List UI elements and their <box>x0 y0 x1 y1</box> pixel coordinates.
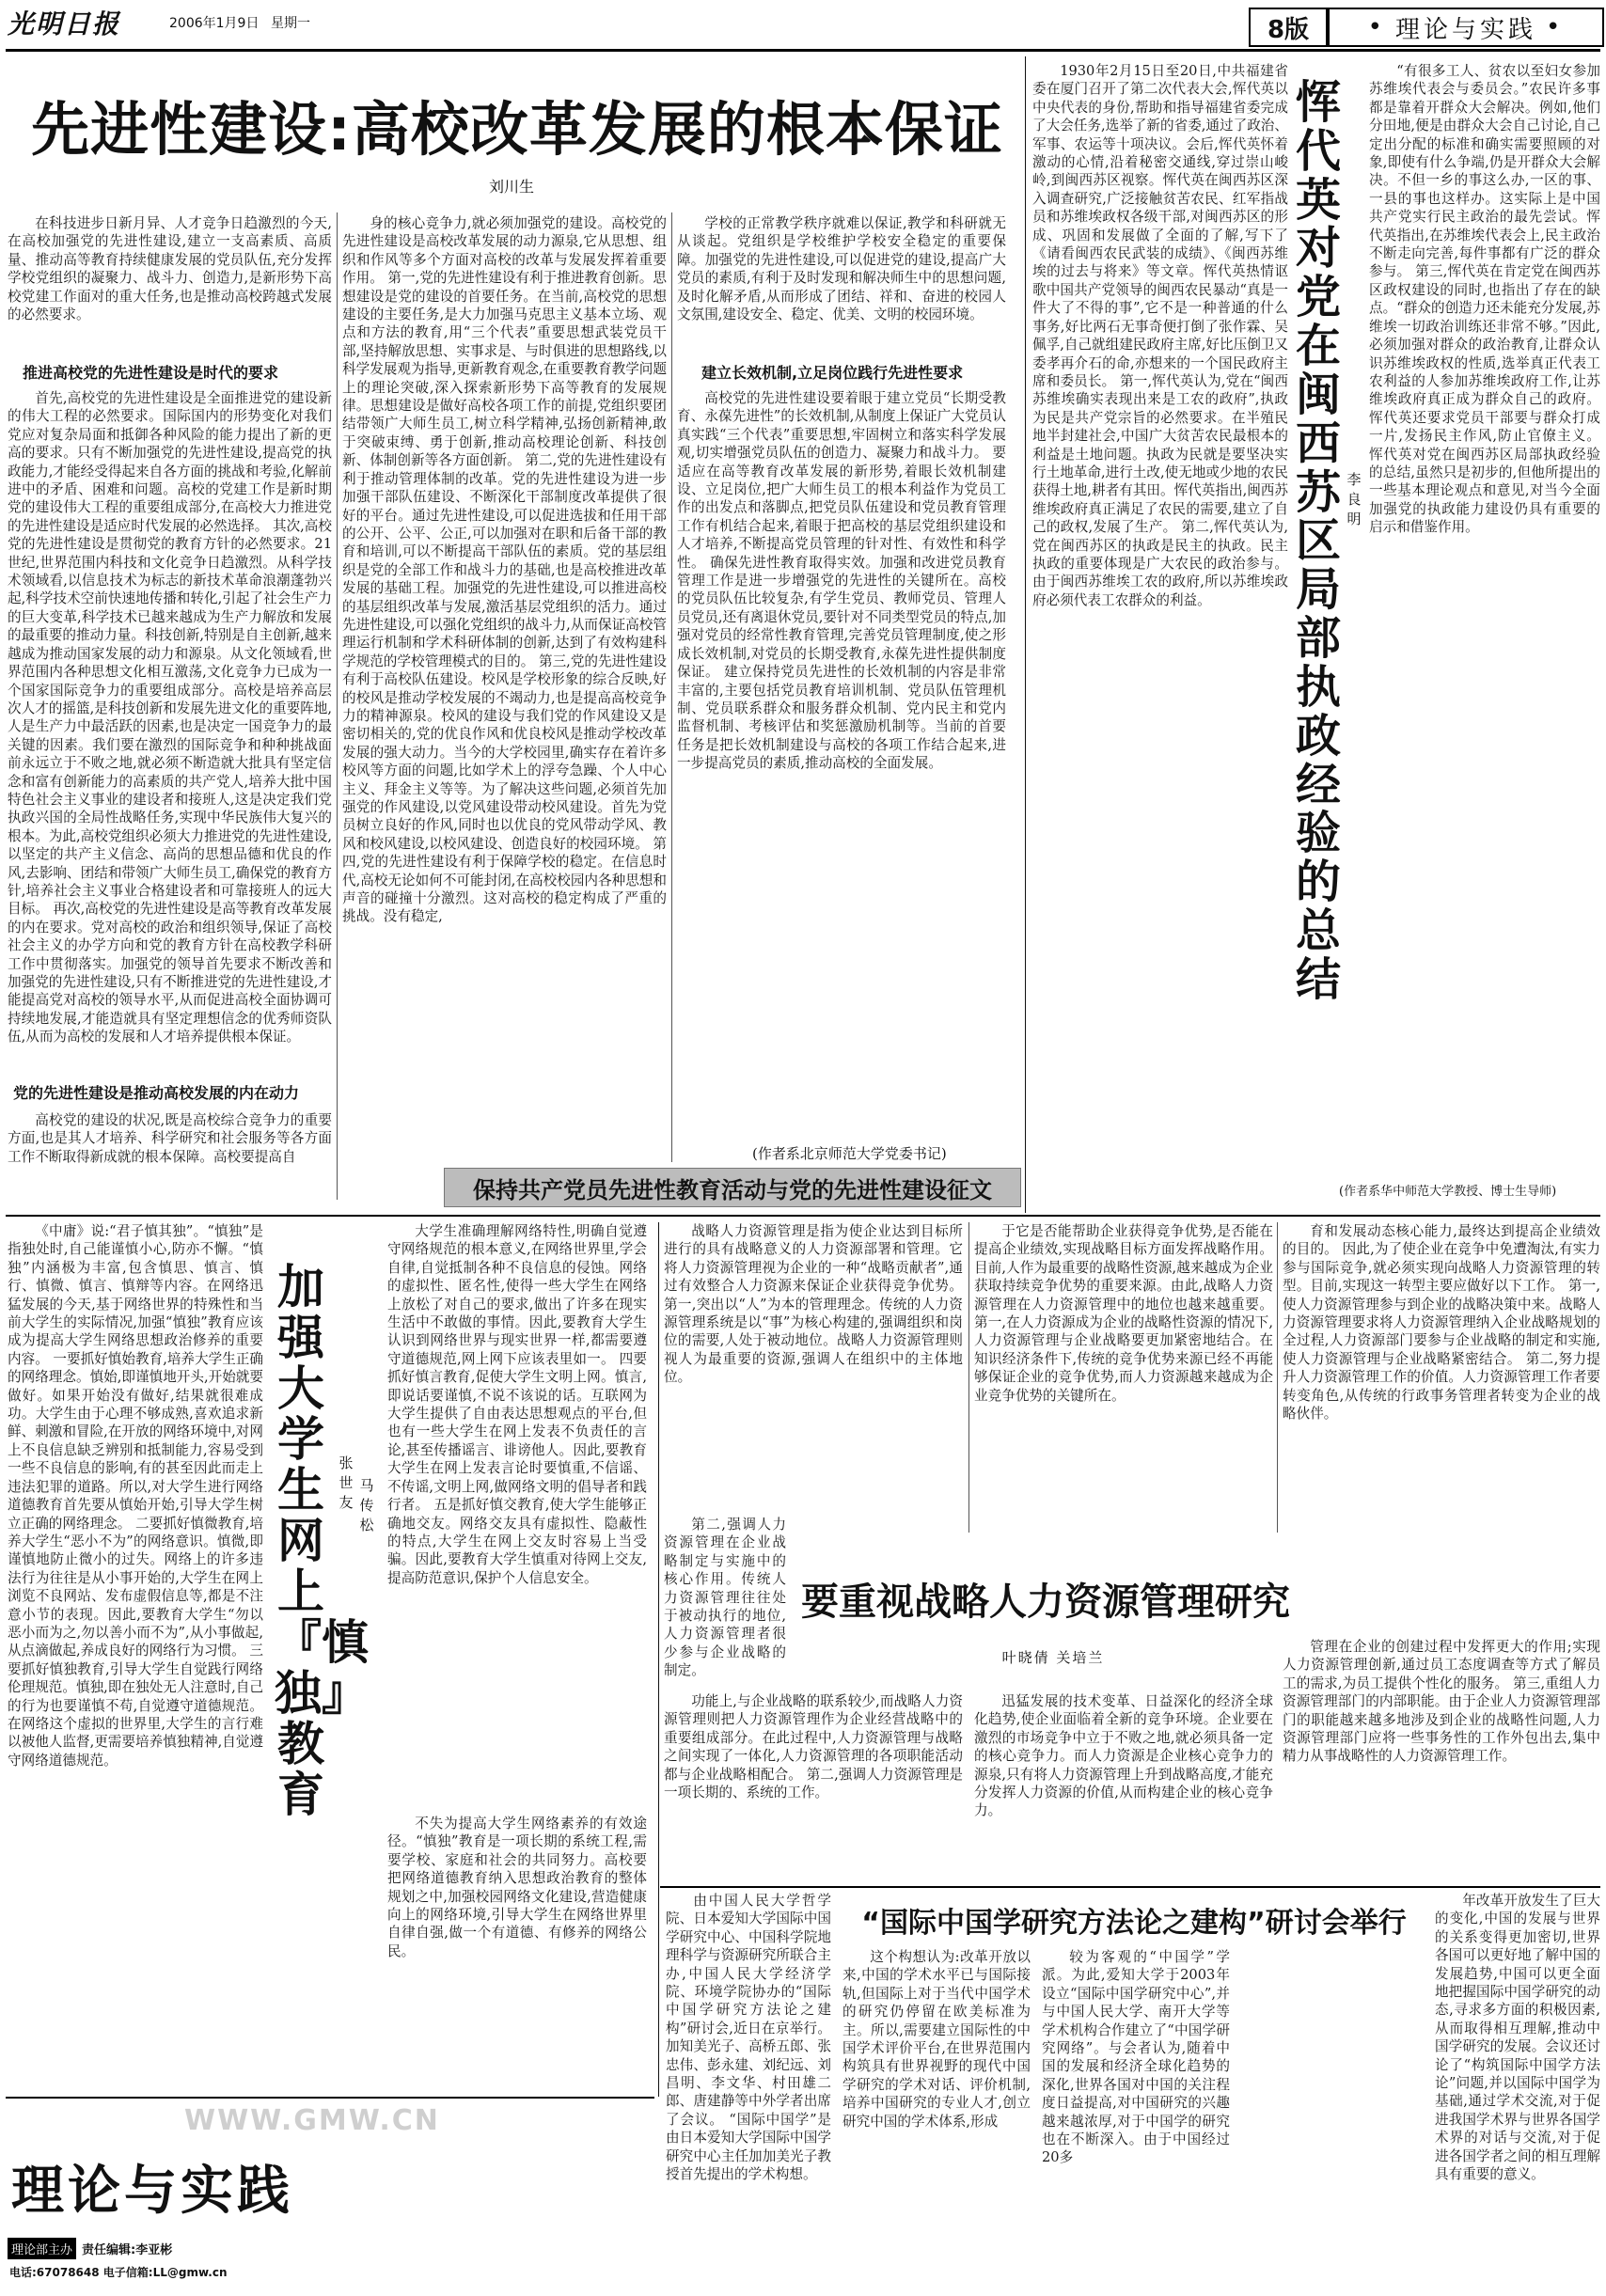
page-number: 8版 <box>1267 15 1310 44</box>
footer-top-rule <box>6 2097 654 2099</box>
masthead-date: 2006年1月9日 <box>169 16 260 31</box>
section-tag <box>1328 8 1604 47</box>
masthead-logo: 光明日报 <box>8 8 121 39</box>
campaign-banner-text: 保持共产党员先进性教育活动与党的先进性建设征文 <box>473 1176 992 1203</box>
article2-col1 <box>1032 62 1288 1209</box>
article3-col1-text: 《中庸》说:“君子慎其独”。“慎独”是指独处时,自己能谨慎小心,防亦不懈。“慎独”内涵极为丰富,包含慎思、慎言、慎行、慎微、慎言、慎辩等内容。在网络迅猛发展的今天,基于网络世界的特殊性和当前大学生的实际情况,加强“慎独”教育应该成为提高大学生网络思想政治修养的重要内容。 一要抓好慎始教育,培养大学生正确的网络理念。慎始,即谨慎地开头,开始就要做好。如果开始没有做好,结果就很难成功。大学生由于心理不够成熟,喜欢追求新鲜、刺激和冒险,在开放的网络环境中,对网上不良信息缺乏辨别和抵制能力,容易受到一些不良信息的影响,有的甚至因此而走上违法犯罪的道路。所以,对大学生进行网络道德教育首先要从慎始开始,引导大学生树立正确的网络理念。 二要抓好慎微教育,培养大学生“恶小不为”的网络意识。慎微,即谨慎地防止微小的过失。网络上的许多违法行为往往是从小事开始的,大学生在网上浏览不良网站、发布虚假信息等,都是不注意小节的表现。因此,要教育大学生“勿以恶小而为之,勿以善小而不为”,从小事做起,从点滴做起,养成良好的网络行为习惯。 三要抓好慎独教育,引导大学生自觉践行网络伦理规范。慎独,即在独处无人注意时,自己的行为也要谨慎不苟,自觉遵守道德规范。在网络这个虚拟的世界里,大学生的言行难以被他人监督,更需要培养慎独精神,自觉遵守网络道德规范。 <box>8 1223 263 1769</box>
section-tag-text: 理论与实践 <box>1394 15 1536 44</box>
article3-headline: 加强大学生网上『慎独』教育 <box>275 1260 369 1822</box>
article4-top-col2 <box>974 1222 1273 1510</box>
article1-col1-lead <box>8 214 332 359</box>
article3-col3-text: 不失为提高大学生网络素养的有效途径。“慎独”教育是一项长期的系统工程,需要学校、家庭和社会的共同努力。高校要把网络道德教育纳入思想政治教育的整体规划之中,加强校园网络文化建设,营造健康向上的网络环境,引导大学生在网络世界里自律自强,做一个有道德、有修养的网络公民。 <box>387 1816 647 1959</box>
article4-headline: 要重视战略人力资源管理研究 <box>801 1580 1290 1624</box>
article1-headline: 先进性建设:高校改革发展的根本保证 <box>31 95 1003 164</box>
article5-col3 <box>1042 1948 1230 2290</box>
article3-author-2: 马传松 <box>359 1477 374 1533</box>
article1-col2-text: 身的核心竞争力,就必须加强党的建设。高校党的先进性建设是高校改革发展的动力源泉,它从思想、组织和作风等多个方面对高校的改革与发展发挥着重要作用。 第一,党的先进性建设有利于推进教育创新。思想建设是党的建设的首要任务。在当前,高校党的思想建设的主要任务,是大力加强马克思主义基本立场、观点和方法的教育,用“三个代表”重要思想武装党员干部,坚持解放思想、实事求是、与时俱进的思想路线,以科学发展观为指导,更新教育观念,在重要教育教学问题上的理论突破,深入探索新形势下高等教育的发展规律。思想建设是做好高校各项工作的前提,党组织要团结带领广大师生员工,树立科学精神,弘扬创新精神,敢于突破束缚、勇于创新,推动高校理论创新、科技创新、体制创新等各方面创新。 第二,党的先进性建设有利于推动管理体制的改革。党的先进性建设为进一步加强干部队伍建设、不断深化干部制度改革提供了很好的平台。通过先进性建设,可以促进选拔和任用干部的公开、公平、公正,可以加强对在职和后备干部的教育和培训,可以不断提高干部队伍的素质。党的基层组织是党的全部工作和战斗力的基础,也是高校推进改革发展的基础工程。加强党的先进性建设,可以推进高校的基层组织改革与发展,激活基层党组织的活力。通过先进性建设,可以强化党组织的战斗力,从而保证高校管理运行机制和学术科研体制的创新,达到了有效构建科学规范的学校管理模式的目的。 第三,党的先进性建设有利于高校队伍建设。校风是学校形象的综合反映,好的校风是推动学校发展的不竭动力,也是提高高校竞争力的精神源泉。校风的建设与我们党的作风建设又是密切相关的,党的优良作风和优良校风是推动学校改革发展的强大动力。当今的大学校园里,确实存在着许多校风等方面的问题,比如学术上的浮夸急躁、个人中心主义、拜金主义等等。为了解决这些问题,必须首先加强党的作风建设,以党风建设带动校风建设。首先为党员树立良好的作风,同时也以优良的党风带动学风、教风和校风建设,以校风建设、创造良好的校园环境。 第四,党的先进性建设有利于保障学校的稳定。在信息时代,高校无论如何不可能封闭,在高校校园内各种思想和声音的碰撞十分激烈。这对高校的稳定构成了严重的挑战。没有稳定, <box>342 215 667 925</box>
article5-col3-text: 较为客观的“中国学”学派。为此,爱知大学于2003年设立“国际中国学研究中心”,并与中国人民大学、南开大学等学术机构合作建立了“中国学研究网络”。与会者认为,随着中国的发展和经济全球化趋势的深化,世界各国对中国的关注程度日益提高,对中国研究的兴趣越来越浓厚,对于中国学的研究也在不断深入。由于中国经过20多 <box>1042 1949 1230 2166</box>
footer-section-title: 理论与实践 <box>11 2161 293 2222</box>
article4-divider-1 <box>968 1222 969 1533</box>
footer-contact: 电话:67078648 电子信箱:LL@gmw.cn <box>9 2266 228 2279</box>
article2-col2 <box>1369 62 1600 1172</box>
article4-bottom-col3-text: 管理在企业的创建过程中发挥更大的作用;实现人力资源管理创新,通过员工态度调查等方式了解员工的需求,为员工提供个性化的服务。 第三,重组人力资源管理部门的内部职能。由于企业人力资源管理部门的职能越来越多地涉及到企业的战略性问题,人力资源管理部门应将一些事务性的工作外包出去,集中精力从事战略性的人力资源管理工作。 <box>1283 1639 1600 1765</box>
article4-bottom-col2-text: 迅猛发展的技术变革、日益深化的经济全球化趋势,使企业面临着全新的竞争环境。企业要在激烈的市场竞争中立于不败之地,就必须具备一定的核心竞争力。而人力资源是企业核心竞争力的源泉,只有将人力资源管理上升到战略高度,才能充分发挥人力资源的价值,从而构建企业的核心竞争力。 <box>974 1693 1273 1819</box>
article-divider-right <box>1025 56 1026 1213</box>
article4-top-col3-text: 育和发展动态核心能力,最终达到提高企业绩效的目的。 因此,为了使企业在竞争中免遭淘汰,有实力参与国际竞争,就必须实现向战略人力资源管理的转型。目前,实现这一转型主要应做好以下工作。 第一,使人力资源管理参与到企业的战略决策中来。战略人力资源管理要求将人力资源管理纳入企业战略规划的全过程,人力资源部门要参与企业战略的制定和实施,使人力资源管理与企业战略紧密结合。 第二,努力提升人力资源管理工作的价值。人力资源管理工作者要转变角色,从传统的行政事务管理者转变为企业的战略伙伴。 <box>1283 1223 1600 1423</box>
article1-col3-lead <box>677 214 1006 359</box>
article1-divider-2 <box>671 212 672 1162</box>
article1-col3-body-text: 高校党的先进性建设要着眼于建立党员“长期受教育、永葆先进性”的长效机制,从制度上保证广大党员认真实践“三个代表”重要思想,牢固树立和落实科学发展观,切实增强党员队伍的创造力、凝聚力和战斗力。 要适应在高等教育改革发展的新形势,着眼长效机制建设、立足岗位,把广大师生员工的根本利益作为党员工作的出发点和落脚点,把党员队伍建设和党员教育管理工作有机结合起来,着眼于把高校的基层党组织建设和人才培养,不断提高党员管理的针对性、有效性和科学性。 确保先进性教育取得实效。加强和改进党员教育管理工作是进一步增强党的先进性的关键所在。高校的党员队伍比较复杂,有学生党员、教师党员、管理人员党员,还有离退休党员,要针对不同类型党员的特点,加强对党员的经常性教育管理,完善党员管理制度,使之形成长效机制,对党员的长期受教育,永葆先进性提供制度保证。 建立保持党员先进性的长效机制的内容是非常丰富的,主要包括党员教育培训机制、党员队伍管理机制、党员联系群众和服务群众机制、党内民主和党内监督机制、考核评估和奖惩激励机制等。当前的首要任务是把长效机制建设与高校的各项工作结合起来,进一步提高党员的素质,推动高校的全面发展。 <box>677 390 1006 772</box>
footer-editor-name: 责任编辑:李亚彬 <box>82 2242 173 2257</box>
masthead-rule <box>6 49 1600 52</box>
article4-top-col2-text: 于它是否能帮助企业获得竞争优势,是否能在提高企业绩效,实现战略目标方面发挥战略作用。 目前,人作为最重要的战略性资源,越来越成为企业获取持续竞争优势的重要来源。由此,战略人力资源管理在人力资源管理中的地位也越来越重要。 第一,在人力资源成为企业的战略性资源的情况下,人力资源管理与企业战略要更加紧密地结合。在知识经济条件下,传统的竞争优势来源已经不再能够保证企业的竞争优势,而人力资源越来越成为企业竞争优势的关键所在。 <box>974 1223 1273 1404</box>
article2-author-note: (作者系华中师范大学教授、博士生导师) <box>1339 1185 1557 1199</box>
article4-bottom-rule <box>660 1886 1600 1888</box>
article1-col1-body <box>8 389 332 1077</box>
footer-editor-label: 理论部主办 <box>8 2238 76 2259</box>
article4-bottom-col1-text: 功能上,与企业战略的联系较少,而战略人力资源管理则把人力资源管理作为企业经营战略中的重要组成部分。在此过程中,人力资源管理与战略之间实现了一体化,人力资源管理的各项职能活动都与企业战略相配合。 第二,强调人力资源管理是一项长期的、系统的工作。 <box>664 1693 963 1801</box>
article1-author-note: (作者系北京师范大学党委书记) <box>752 1145 947 1162</box>
article4-authors: 叶晓倩 关培兰 <box>1001 1649 1105 1666</box>
article3-author-1: 张世友 <box>339 1455 354 1511</box>
article5-col1 <box>666 1892 831 2290</box>
article4-bottom-col3 <box>1283 1638 1600 1880</box>
article1-col1-lead-text: 在科技进步日新月异、人才竞争日趋激烈的今天,在高校加强党的先进性建设,建立一支高素质、高质量、推动高等教育持续健康发展的党员队伍,充分发挥学校党组织的凝聚力、战斗力、创造力,是新形势下高校党建工作面对的重大任务,也是推动高校跨越式发展的必然要求。 <box>8 215 332 323</box>
masthead-weekday: 星期一 <box>271 16 310 31</box>
article3-divider <box>658 1222 659 2097</box>
article5-col4 <box>1435 1892 1600 2290</box>
page-number-badge <box>1249 8 1328 47</box>
article1-sub1: 推进高校党的先进性建设是时代的要求 <box>23 364 279 382</box>
article2-headline: 恽代英对党在闽西苏区局部执政经验的总结 <box>1295 76 1341 1006</box>
section-tag-bullet-right: • <box>1546 13 1565 41</box>
article2-col2-text: “有很多工人、贫农以至妇女参加苏维埃代表会与委员会。”农民许多事都是靠着开群众大会解决。例如,他们分田地,便是由群众大会自己讨论,自己定出分配的标准和确实需要照顾的对象,即使有什么争端,仍是开群众大会解决。不但一乡的事这么办,一区的事、一县的事也这样办。这实际上是中国共产党实行民主政治的最先尝试。恽代英指出,在苏维埃代表会上,民主政治不断走向完善,每件事都有广泛的群众参与。 第三,恽代英在肯定党在闽西苏区政权建设的同时,也指出了存在的缺点。“群众的创造力还未能充分发展,苏维埃一切政治训练还非常不够。”因此,必须加强对群众的政治教育,让群众认识苏维埃政权的性质,选举真正代表工农利益的人参加苏维埃政府工作,让苏维埃政府真正成为群众自己的政府。恽代英还要求党员干部要与群众打成一片,发扬民主作风,防止官僚主义。 恽代英对党在闽西苏区局部执政经验的总结,虽然只是初步的,但他所提出的一些基本理论观点和意见,对当今全面加强党的执政能力建设仍具有重要的启示和借鉴作用。 <box>1369 63 1600 536</box>
top-bottom-rule <box>6 1215 1600 1217</box>
article1-col3-body <box>677 389 1006 1132</box>
article5-col4-text: 年改革开放发生了巨大的变化,中国的发展与世界的关系变得更加密切,世界各国可以更好地了解中国的发展趋势,中国可以更全面地把握国际中国学研究的动态,寻求多方面的积极因素,从而取得相互理解,推动中国学研究的发展。会议还讨论了“构筑国际中国学方法论”问题,并以国际中国学为基础,通过学术交流,对于促进我国学术界与世界各国学术界的对话与交流,对于促进各国学者之间的相互理解具有重要的意义。 <box>1435 1893 1600 2183</box>
article2-author: 李良明 <box>1346 471 1362 527</box>
article5-col2 <box>842 1948 1031 2290</box>
article4-sidebar <box>664 1516 786 1683</box>
article4-top-col3 <box>1283 1222 1600 1574</box>
article4-top-col1-text: 战略人力资源管理是指为使企业达到目标所进行的具有战略意义的人力资源部署和管理。它将人力资源管理视为企业的一种“战略贡献者”,通过有效整合人力资源来保证企业获得竞争优势。 第一,突出以“人”为本的管理理念。传统的人力资源管理系统是以“事”为核心构建的,强调组织和岗位的需要,人处于被动地位。战略人力资源管理则视人为最重要的资源,强调人在组织中的主体地位。 <box>664 1223 963 1386</box>
article3-col2 <box>387 1222 647 1811</box>
article4-divider-2 <box>1277 1222 1278 1533</box>
article5-col2-text: 这个构想认为:改革开放以来,中国的学术水平已与国际接轨,但国际上对于当代中国学术的研究仍停留在欧美标准为主。所以,需要建立国际性的中国学术评价平台,在世界范围内构筑具有世界视野的现代中国学研究的学术对话、评价机制,培养中国研究的专业人才,创立研究中国的学术体系,形成 <box>842 1949 1031 2130</box>
article4-bottom-col2 <box>974 1692 1273 1880</box>
article1-col1-body-text: 首先,高校党的先进性建设是全面推进党的建设新的伟大工程的必然要求。国际国内的形势变化对我们党应对复杂局面和抵御各种风险的能力提出了新的更高的要求。只有不断加强党的先进性建设,提高党的执政能力,才能经受得起来自各方面的挑战和考验,化解前进中的矛盾、困难和问题。高校的党建工作是新时期党的建设伟大工程的重要组成部分,在高校大力推进党的先进性建设是适应时代发展的必然选择。 其次,高校党的先进性建设是贯彻党的教育方针的必然要求。21世纪,世界范围内科技和文化竞争日趋激烈。从科学技术领域看,以信息技术为标志的新技术革命浪潮蓬勃兴起,科学技术空前快速地传播和转化,引起了社会生产力的巨大变革,科学技术已越来越成为生产力解放和发展的最重要的推动力量。科技创新,特别是自主创新,越来越成为推动国家发展的动力和源泉。从文化领域看,世界范围内各种思想文化相互激荡,文化竞争力已成为一个国家国际竞争力的重要组成部分。高校是培养高层次人才的摇篮,是科技创新和发展先进文化的重要阵地,人是生产力中最活跃的因素,也是决定一国竞争力的最关键的因素。我们要在激烈的国际竞争和种种挑战面前永远立于不败之地,就必须不断造就大批具有坚定信念和富有创新能力的高素质的共产党人,培养大批中国特色社会主义事业的建设者和接班人,这是决定我们党执政兴国的全局性战略任务,实现中华民族伟大复兴的根本。为此,高校党组织必须大力推进党的先进性建设,以坚定的共产主义信念、高尚的思想品德和优良的作风,去影响、团结和带领广大师生员工,确保党的教育方针,培养社会主义事业合格建设者和可靠接班人的远大目标。 再次,高校党的先进性建设是高等教育改革发展的内在要求。党对高校的政治和组织领导,保证了高校社会主义的办学方向和党的教育方针在高校教学科研工作中贯彻落实。加强党的领导首先要求不断改善和加强党的先进性建设,只有不断推进党的先进性建设,才能提高党对高校的领导水平,从而促进高校全面协调可持续地发展,才能造就具有坚定理想信念的优秀师资队伍,从而为高校的发展和人才培养提供根本保证。 <box>8 390 332 1046</box>
article1-col1-tail <box>8 1111 332 1202</box>
article2-col1-text: 1930年2月15日至20日,中共福建省委在厦门召开了第二次代表大会,恽代英以中央代表的身份,帮助和指导福建省委完成了大会任务,选举了新的省委,通过了政治、军事、农运等十项决议。会后,恽代英怀着激动的心情,沿着秘密交通线,穿过崇山峻岭,到闽西苏区视察。恽代英在闽西苏区深入调查研究,广泛接触贫苦农民、红军指战员和苏维埃政权各级干部,对闽西苏区的形成、巩固和发展做了全面的了解,写下了《请看闽西农民武装的成绩》、《闽西苏维埃的过去与将来》等文章。恽代英热情讴歌中国共产党领导的闽西农民暴动“真是一件大了不得的事”,它不是一种普通的什么事务,好比两石无事奇便打倒了张作霖、吴佩孚,自己就组建民政府主席,好比压倒卫又委孝再介石的命,亦想来的一个国民政府主席和委员长。 第一,恽代英认为,党在“闽西苏维埃确实表现出来是工农的政府”,执政为民是共产党宗旨的必然要求。在半殖民地半封建社会,中国广大贫苦农民最根本的利益是土地问题。执政为民就是要坚决实行土地革命,进行土改,使无地或少地的农民获得土地,耕者有其田。恽代英指出,闽西苏维埃政府真正满足了农民的需要,建立了自己的政权,发展了生产。 第二,恽代英认为,党在闽西苏区的执政是民主的执政。民主执政的重要体现是广大农民的政治参与。由于闽西苏维埃工农的政府,所以苏维埃政府必须代表工农群众的利益。 <box>1032 63 1288 608</box>
article1-author: 刘川生 <box>489 178 535 196</box>
section-tag-bullet-left: • <box>1367 13 1386 41</box>
campaign-banner <box>444 1168 1021 1207</box>
article4-sidebar-text: 第二,强调人力资源管理在企业战略制定与实施中的核心作用。传统人力资源管理往往处于被动执行的地位,人力资源管理者很少参与企业战略的制定。 <box>664 1517 786 1679</box>
article1-col2 <box>342 214 667 1168</box>
footer-site-url: WWW.GMW.CN <box>184 2104 440 2137</box>
article1-sub2: 党的先进性建设是推动高校发展的内在动力 <box>13 1084 300 1102</box>
article4-top-col1 <box>664 1222 963 1510</box>
footer-editor-bar <box>8 2238 233 2258</box>
article5-headline: “国际中国学研究方法论之建构”研讨会举行 <box>861 1907 1407 1940</box>
article1-sub3: 建立长效机制,立足岗位践行先进性要求 <box>701 364 964 382</box>
article1-col1-tail-text: 高校党的建设的状况,既是高校综合竞争力的重要方面,也是其人才培养、科学研究和社会服务等各方面工作不断取得新成就的根本保障。高校要提高自 <box>8 1112 332 1165</box>
article1-divider-1 <box>337 212 338 1200</box>
article3-col2-text: 大学生准确理解网络特性,明确自觉遵守网络规范的根本意义,在网络世界里,学会自律,自觉抵制各种不良信息的侵蚀。网络的虚拟性、匿名性,使得一些大学生在网络上放松了对自己的要求,做出了许多在现实生活中不敢做的事情。因此,要教育大学生认识到网络世界与现实世界一样,都需要遵守道德规范,网上网下应该表里如一。 四要抓好慎言教育,促使大学生文明上网。慎言,即说话要谨慎,不说不该说的话。互联网为大学生提供了自由表达思想观点的平台,但也有一些大学生在网上发表不负责任的言论,甚至传播谣言、诽谤他人。因此,要教育大学生在网上发表言论时要慎重,不信谣、不传谣,文明上网,做网络文明的倡导者和践行者。 五是抓好慎交教育,使大学生能够正确地交友。网络交友具有虚拟性、隐蔽性的特点,大学生在网上交友时容易上当受骗。因此,要教育大学生慎重对待网上交友,提高防范意识,保护个人信息安全。 <box>387 1223 647 1586</box>
article5-col1-text: 由中国人民大学哲学院、日本爱知大学国际中国学研究中心、中国科学院地理科学与资源研究所联合主办,中国人民大学经济学院、环境学院协办的“国际中国学研究方法论之建构”研讨会,近日在京举行。加知美光子、高桥五郎、张忠伟、彭永建、刘纪远、刘昌明、李文华、村田雄二郎、唐建静等中外学者出席了会议。 “国际中国学”是由日本爱知大学国际中国学研究中心主任加加美光子教授首先提出的学术构想。 <box>666 1893 831 2183</box>
article4-bottom-col1 <box>664 1692 963 1880</box>
article1-col3-lead-text: 学校的正常教学秩序就难以保证,教学和科研就无从谈起。党组织是学校维护学校安全稳定的重要保障。加强党的先进性建设,可以促进党的建设,提高广大党员的素质,有利于及时发现和解决师生中的思想问题,及时化解矛盾,从而形成了团结、祥和、奋进的校园人文氛围,建设安全、稳定、优美、文明的校园环境。 <box>677 215 1006 323</box>
article3-col1 <box>8 1222 263 1882</box>
article3-col3 <box>387 1815 647 2087</box>
